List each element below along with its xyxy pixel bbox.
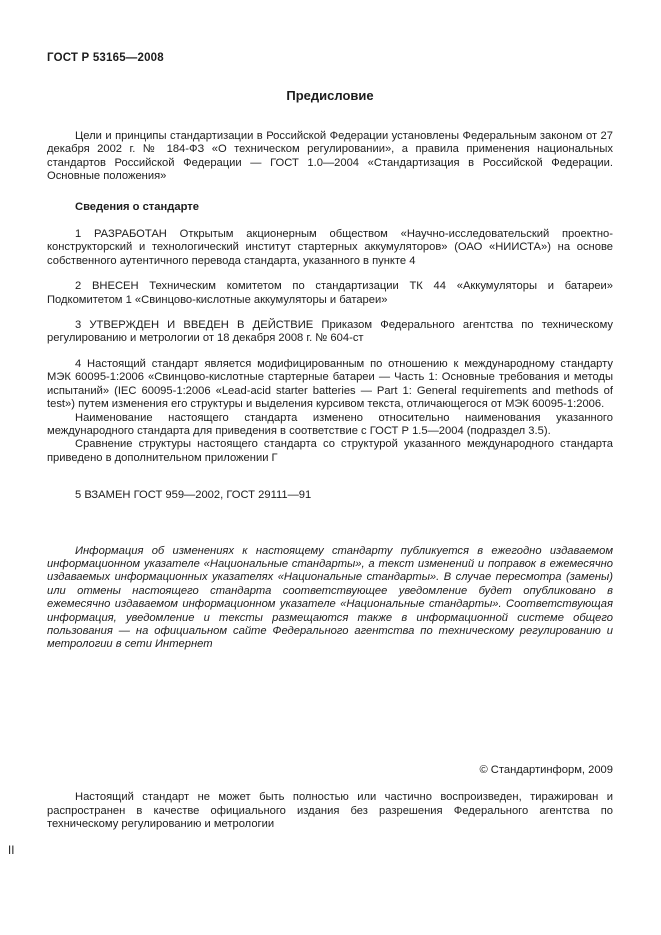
standard-info-item-2: 2 ВНЕСЕН Техническим комитетом по стандартизации ТК 44 «Аккумуляторы и батареи» Подкомитетом 1 «Свинцово-кислотные аккумуляторы и батареи» [47,280,613,306]
page-number: II [8,845,15,857]
page-title: Предисловие [286,88,374,103]
standard-info-item-3: 3 УТВЕРЖДЕН И ВВЕДЕН В ДЕЙСТВИЕ Приказом Федерального агентства по техническому регулированию и метрологии от 18 декабря 2008 г. № 604-ст [47,319,613,345]
intro-paragraph: Цели и принципы стандартизации в Российской Федерации установлены Федеральным законом от 27 декабря 2002 г. № 184-ФЗ «О техническом регулировании», а правила применения национальных стандартов Российской Федерации — ГОСТ 1.0—2004 «Стандартизация в Российской Федерации. Основные положения» [47,130,613,183]
section-heading: Сведения о стандарте [75,200,199,213]
document-code: ГОСТ Р 53165—2008 [47,52,164,64]
publication-note: Информация об изменениях к настоящему стандарту публикуется в ежегодно издаваемом информационном указателе «Национальные стандарты», а текст изменений и поправок в ежемесячно издаваемых информационных указателях «Национальные стандарты». В случае пересмотра (замены) или отмены настоящего стандарта соответствующее уведомление будет опубликовано в ежемесячно издаваемом информационном указателе «Национальные стандарты». Соответствующая информация, уведомление и тексты размещаются также в информационной системе общего пользования — на официальном сайте Федерального агентства по техническому регулированию и метрологии в сети Интернет [47,544,613,651]
standard-info-item-4: 4 Настоящий стандарт является модифицированным по отношению к международному стандарту МЭК 60095-1:2006 «Свинцово-кислотные стартерные батареи — Часть 1: Основные требования и методы испытаний» (IEC 60095-1:2006 «Lead-acid starter batteries — Part 1: General requirements and methods of test») путем изменения его структуры и выделения курсивом текста, отличающегося от МЭК 60095-1:2006. [47,357,613,411]
standard-info-item-5: 5 ВЗАМЕН ГОСТ 959—2002, ГОСТ 29111—91 [75,489,312,502]
standard-info-item-1: 1 РАЗРАБОТАН Открытым акционерным обществом «Научно-исследовательский проектно-конструкторский и технологический институт стартерных аккумуляторов» (ОАО «НИИСТА») на основе собственного аутентичного перевода стандарта, указанного в пункте 4 [47,228,613,267]
reproduction-restriction: Настоящий стандарт не может быть полностью или частично воспроизведен, тиражирован и распространен в качестве официального издания без разрешения Федерального агентства по техническому регулированию и метрологии [47,791,613,830]
copyright-notice: © Стандартинформ, 2009 [479,763,613,776]
standard-info-item-4-comparison: Сравнение структуры настоящего стандарта со структурой указанного международного стандарта приведено в дополнительном приложении Г [47,438,613,464]
standard-info-item-4-continued: Наименование настоящего стандарта изменено относительно наименования указанного международного стандарта для приведения в соответствие с ГОСТ Р 1.5—2004 (подраздел 3.5). [47,411,613,437]
